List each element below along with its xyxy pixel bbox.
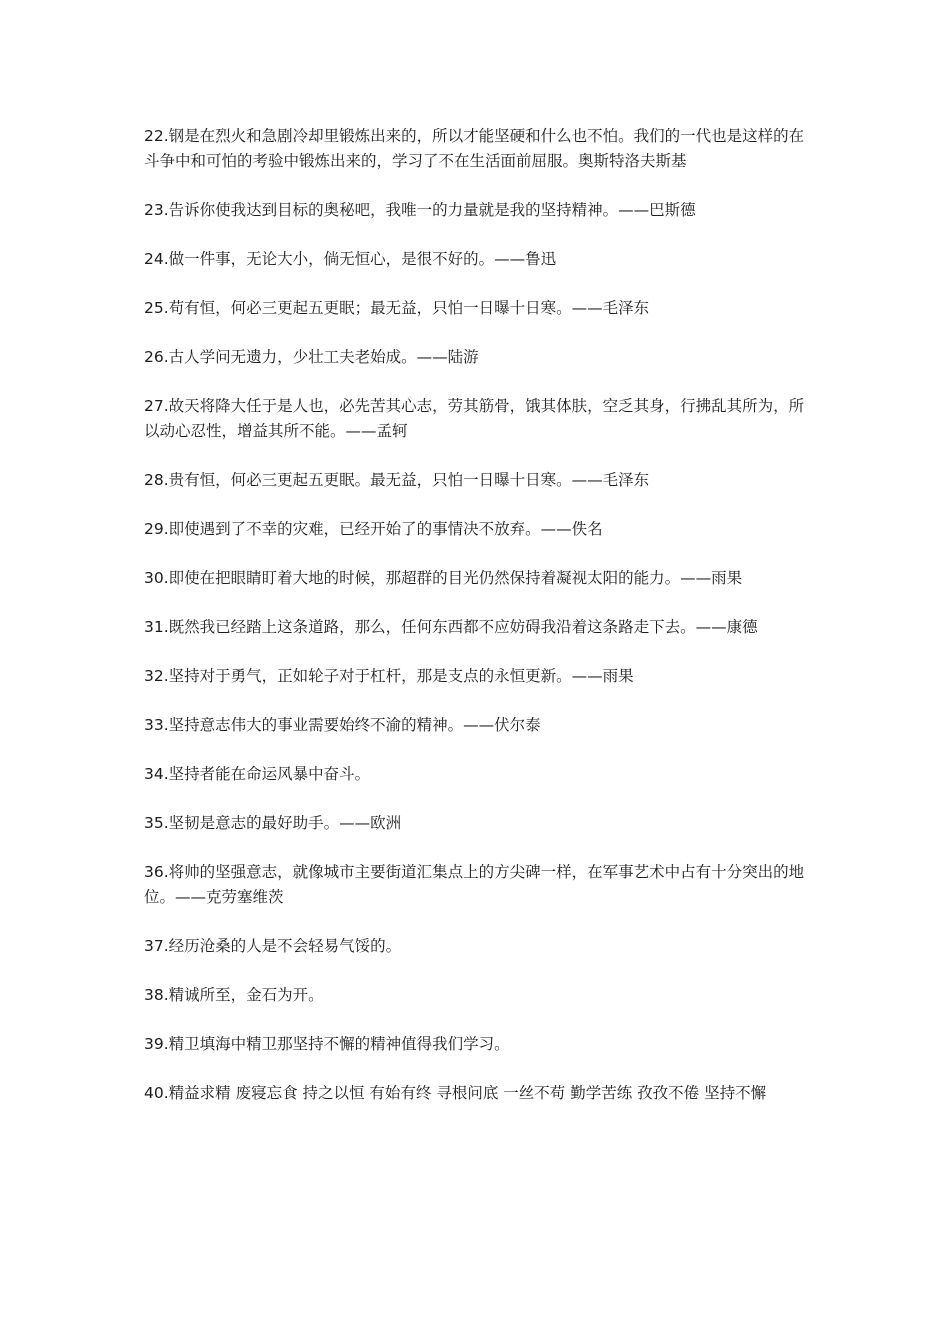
quote-item: 25.苟有恒，何必三更起五更眠；最无益，只怕一日曝十日寒。——毛泽东 xyxy=(144,299,650,317)
quote-item: 24.做一件事，无论大小，倘无恒心，是很不好的。——鲁迅 xyxy=(144,250,557,268)
quote-item: 23.告诉你使我达到目标的奥秘吧，我唯一的力量就是我的坚持精神。——巴斯德 xyxy=(144,201,696,219)
quote-item: 39.精卫填海中精卫那坚持不懈的精神值得我们学习。 xyxy=(144,1035,510,1053)
quote-item: 30.即使在把眼睛盯着大地的时候，那超群的目光仍然保持着凝视太阳的能力。——雨果 xyxy=(144,569,743,587)
quote-item: 36.将帅的坚强意志，就像城市主要街道汇集点上的方尖碑一样，在军事艺术中占有十分突出的地位。——克劳塞维茨 xyxy=(144,863,805,906)
quote-item: 40.精益求精 废寝忘食 持之以恒 有始有终 寻根问底 一丝不苟 勤学苦练 孜孜不倦 坚持不懈 xyxy=(144,1084,767,1102)
quote-item: 29.即使遇到了不幸的灾难，已经开始了的事情决不放弃。——佚名 xyxy=(144,520,603,538)
quote-item: 26.古人学问无遗力，少壮工夫老始成。——陆游 xyxy=(144,348,479,366)
quote-item: 35.坚韧是意志的最好助手。——欧洲 xyxy=(144,814,402,832)
quote-list xyxy=(144,124,808,1130)
quote-item: 33.坚持意志伟大的事业需要始终不渝的精神。——伏尔泰 xyxy=(144,716,541,734)
quote-item: 27.故天将降大任于是人也，必先苦其心志，劳其筋骨，饿其体肤，空乏其身，行拂乱其所为，所以动心忍性，增益其所不能。——孟轲 xyxy=(144,397,805,440)
quote-item: 32.坚持对于勇气，正如轮子对于杠杆，那是支点的永恒更新。——雨果 xyxy=(144,667,634,685)
quote-item: 34.坚持者能在命运风暴中奋斗。 xyxy=(144,765,371,783)
quote-item: 31.既然我已经踏上这条道路，那么，任何东西都不应妨碍我沿着这条路走下去。——康德 xyxy=(144,618,758,636)
quote-item: 38.精诚所至，金石为开。 xyxy=(144,986,324,1004)
quote-item: 22.钢是在烈火和急剧冷却里锻炼出来的，所以才能坚硬和什么也不怕。我们的一代也是这样的在斗争中和可怕的考验中锻炼出来的，学习了不在生活面前屈服。奥斯特洛夫斯基 xyxy=(144,127,805,170)
quote-item: 28.贵有恒，何必三更起五更眠。最无益，只怕一日曝十日寒。——毛泽东 xyxy=(144,471,650,489)
quote-item: 37.经历沧桑的人是不会轻易气馁的。 xyxy=(144,937,402,955)
